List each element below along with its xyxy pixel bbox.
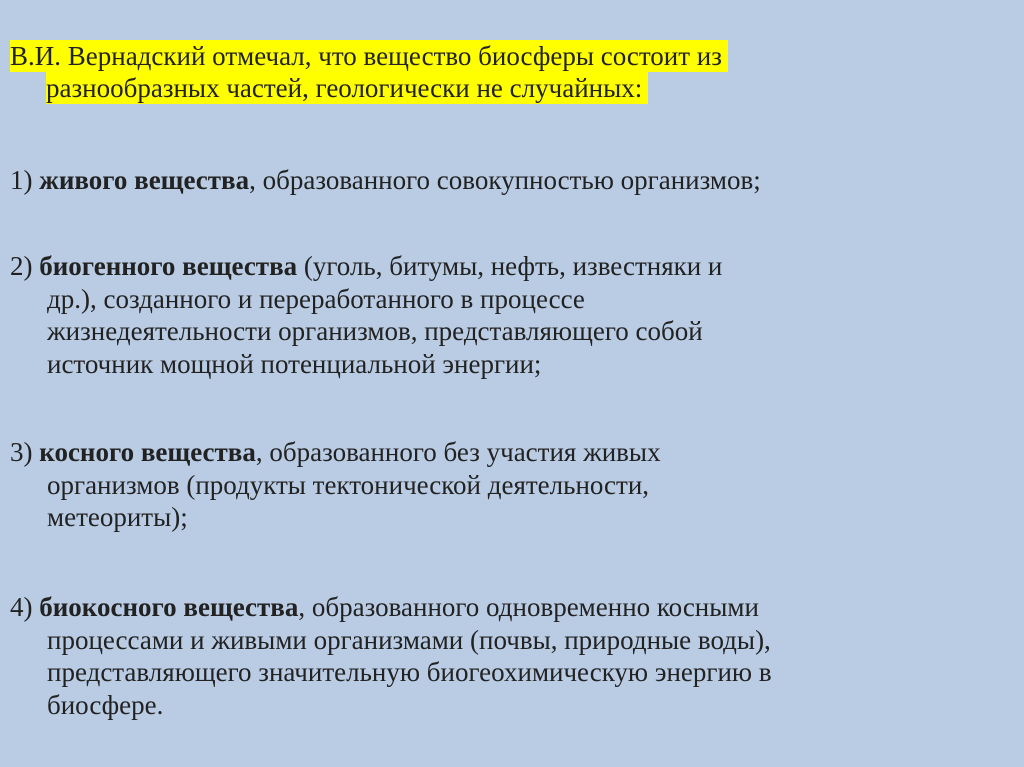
item-text: (уголь, битумы, нефть, известняки и — [297, 251, 723, 281]
list-item-2 — [10, 250, 1010, 380]
item-line: биосфере. — [47, 689, 164, 720]
item-text: , образованного совокупностью организмов; — [249, 165, 761, 195]
item-line: источник мощной потенциальной энергии; — [47, 348, 542, 379]
list-item-4 — [10, 591, 1010, 721]
item-term: биокосного вещества — [39, 592, 299, 622]
item-line: организмов (продукты тектонической деятельности, — [47, 469, 650, 500]
item-line: метеориты); — [47, 502, 188, 532]
intro-text — [10, 40, 970, 104]
item-text: , образованного без участия живых — [255, 437, 661, 467]
intro-line-2: разнообразных частей, геологически не случайных: — [46, 72, 648, 104]
list-item-3 — [10, 436, 1010, 534]
item-term: косного вещества — [39, 437, 256, 467]
item-term: живого вещества — [39, 165, 250, 195]
item-line: процессами и живыми организмами (почвы, природные воды), — [47, 624, 771, 655]
item-term: биогенного вещества — [39, 251, 298, 281]
intro-line-1: В.И. Вернадский отмечал, что вещество биосферы состоит из — [10, 40, 728, 72]
item-number: 1) — [10, 165, 33, 195]
item-number: 4) — [10, 592, 33, 622]
item-line: представляющего значительную биогеохимическую энергию в — [47, 657, 772, 687]
list-item-1 — [10, 164, 1010, 197]
item-text: , образованного одновременно косными — [298, 592, 759, 622]
item-number: 2) — [10, 251, 33, 281]
item-line: жизнедеятельности организмов, представляющего собой — [47, 316, 703, 346]
item-number: 3) — [10, 437, 33, 467]
item-line: др.), созданного и переработанного в процессе — [47, 283, 585, 314]
